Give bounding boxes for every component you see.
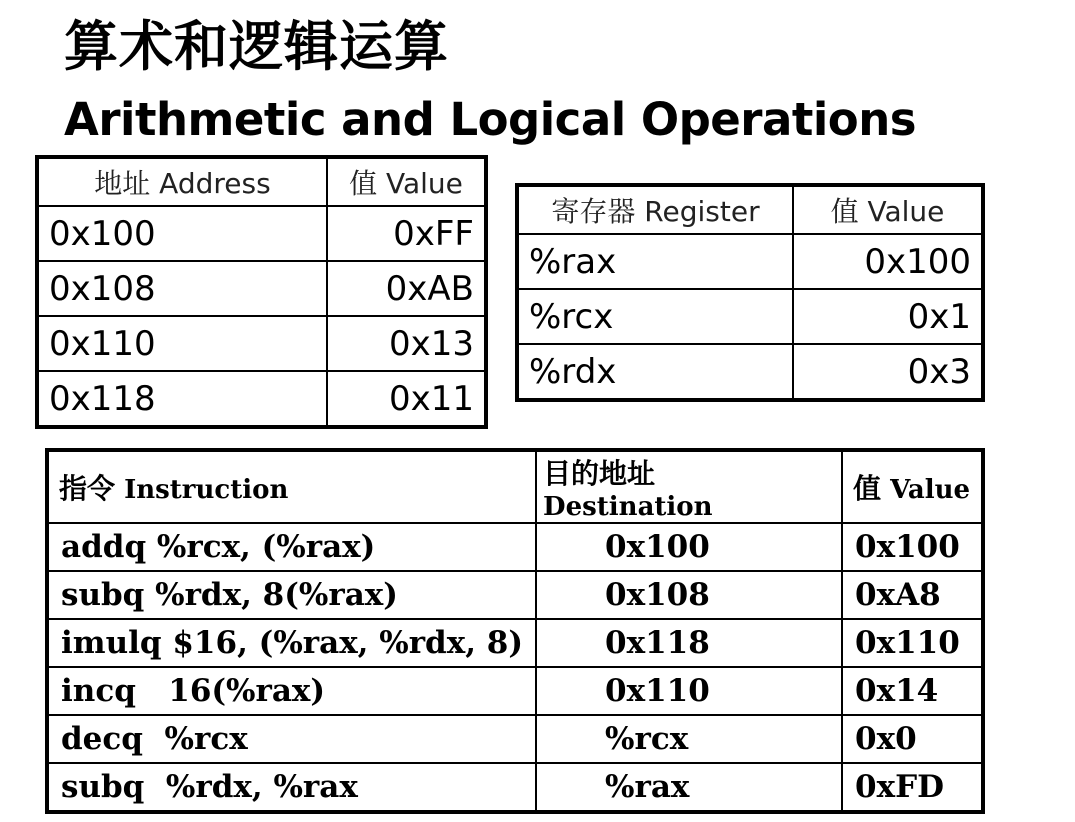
instruction-cell: decq %rcx [47, 715, 536, 763]
value-column-header [842, 450, 983, 523]
table-row [517, 289, 983, 344]
table-row [37, 316, 486, 371]
instruction-table [45, 448, 985, 814]
register-value-cell: 0x100 [793, 234, 983, 289]
register-name-cell: %rdx [517, 344, 793, 400]
table-row [517, 234, 983, 289]
instruction-table-header [47, 450, 983, 523]
instruction-cell: incq 16(%rax) [47, 667, 536, 715]
destination-cell: 0x118 [536, 619, 842, 667]
register-table-header [517, 185, 983, 234]
memory-value-cell: 0xFF [327, 206, 486, 261]
register-value-cell: 0x3 [793, 344, 983, 400]
destination-header-en: Destination [543, 492, 713, 522]
instruction-cell: imulq $16, (%rax, %rdx, 8) [47, 619, 536, 667]
table-row [37, 261, 486, 316]
destination-cell: %rcx [536, 715, 842, 763]
table-row [47, 715, 983, 763]
destination-cell: 0x108 [536, 571, 842, 619]
instruction-cell: subq %rdx, 8(%rax) [47, 571, 536, 619]
memory-address-cell: 0x110 [37, 316, 327, 371]
value-column-header: 值 Value [327, 157, 486, 206]
register-name-cell: %rcx [517, 289, 793, 344]
register-column-header: 寄存器 Register [517, 185, 793, 234]
value-header-en: Value [890, 475, 971, 505]
destination-header-zh: 目的地址 [543, 457, 656, 490]
result-value-cell: 0x0 [842, 715, 983, 763]
value-header-zh: 值 [853, 472, 882, 505]
result-value-cell: 0x110 [842, 619, 983, 667]
memory-table [35, 155, 488, 429]
memory-value-cell: 0x11 [327, 371, 486, 427]
value-column-header: 值 Value [793, 185, 983, 234]
instruction-column-header [47, 450, 536, 523]
result-value-cell: 0xA8 [842, 571, 983, 619]
destination-column-header [536, 450, 842, 523]
destination-cell: 0x110 [536, 667, 842, 715]
table-row [47, 619, 983, 667]
destination-cell: 0x100 [536, 523, 842, 571]
memory-value-cell: 0x13 [327, 316, 486, 371]
result-value-cell: 0x100 [842, 523, 983, 571]
result-value-cell: 0xFD [842, 763, 983, 812]
table-row [517, 344, 983, 400]
destination-cell: %rax [536, 763, 842, 812]
register-name-cell: %rax [517, 234, 793, 289]
instruction-header-en: Instruction [124, 475, 289, 505]
address-column-header: 地址 Address [37, 157, 327, 206]
instruction-header-zh: 指令 [59, 472, 116, 505]
page-title-english: Arithmetic and Logical Operations [64, 93, 917, 146]
table-row [47, 523, 983, 571]
register-value-cell: 0x1 [793, 289, 983, 344]
instruction-cell: addq %rcx, (%rax) [47, 523, 536, 571]
memory-address-cell: 0x100 [37, 206, 327, 261]
table-row [47, 763, 983, 812]
table-row [47, 667, 983, 715]
memory-address-cell: 0x118 [37, 371, 327, 427]
memory-address-cell: 0x108 [37, 261, 327, 316]
table-row [37, 206, 486, 261]
table-row [47, 571, 983, 619]
table-row [37, 371, 486, 427]
page-title-chinese: 算术和逻辑运算 [64, 15, 449, 78]
memory-table-header [37, 157, 486, 206]
result-value-cell: 0x14 [842, 667, 983, 715]
instruction-cell: subq %rdx, %rax [47, 763, 536, 812]
memory-value-cell: 0xAB [327, 261, 486, 316]
register-table [515, 183, 985, 402]
